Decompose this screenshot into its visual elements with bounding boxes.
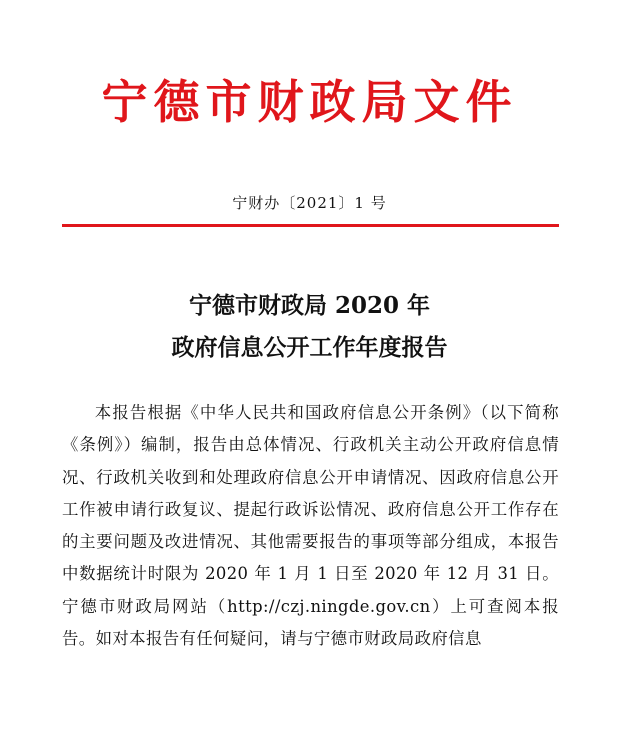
report-title-line-2: 政府信息公开工作年度报告 (171, 334, 448, 361)
report-body-paragraph: 本报告根据《中华人民共和国政府信息公开条例》（以下简称《条例》）编制，报告由总体情况、行政机关主动公开政府信息情况、行政机关收到和处理政府信息公开申请情况、因政府信息公开工作被申请行政复议、提起行政诉讼情况、政府信息公开工作存在的主要问题及改进情况、其他需要报告的事项等部分组成，本报告中数据统计时限为 2020 年 1 月 1 日至 2020 年 12 月 31 日。宁德市财政局网站（http://czj.ningde.gov.cn）上可查阅本报告。如对本报告有任何疑问，请与宁德市财政局政府信息 (62, 403, 559, 649)
document-header-title: 宁德市财政局文件 (101, 75, 518, 129)
header-divider-line (62, 224, 559, 227)
document-number: 宁财办〔2021〕1 号 (232, 194, 387, 212)
report-title-line-1: 宁德市财政局 2020 年 (188, 292, 431, 319)
